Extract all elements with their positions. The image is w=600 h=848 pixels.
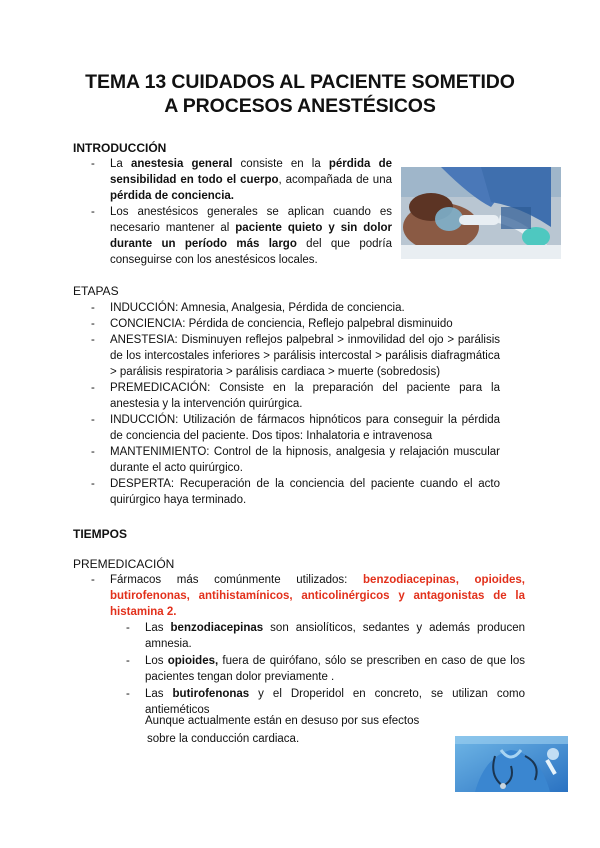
intro-list	[91, 156, 393, 268]
premedicacion-heading: PREMEDICACIÓN	[73, 557, 175, 571]
list-item: - DESPERTA: Recuperación de la conciencia del paciente cuando el acto quirúrgico haya terminado.	[91, 478, 500, 506]
title-line-1: TEMA 13 CUIDADOS AL PACIENTE SOMETIDO	[85, 71, 515, 93]
title-line-2: A PROCESOS ANESTÉSICOS	[164, 95, 436, 117]
bullet-dash: -	[91, 302, 95, 314]
bullet-dash: -	[91, 478, 95, 490]
list-item: - La anestesia general consiste en la pérdida de sensibilidad en todo el cuerpo, acompañada de una pérdida de conciencia.	[91, 158, 392, 202]
bullet-dash: -	[126, 622, 130, 634]
list-item: - Los opioides, fuera de quirófano, sólo se prescriben en caso de que los pacientes tengan dolor previamente .	[126, 655, 525, 683]
list-item: - Las butirofenonas y el Droperidol en concreto, se utilizan como antieméticos	[126, 688, 525, 716]
bullet-dash: -	[126, 688, 130, 700]
surgeon-photo	[455, 736, 568, 792]
anesthesia-mask-photo	[401, 167, 561, 259]
etapas-heading: ETAPAS	[73, 284, 119, 298]
list-item: - Fármacos más comúnmente utilizados: benzodiacepinas, opioides, butirofenonas, antihistamínicos, anticolinérgicos y antagonistas de la histamina 2.	[91, 574, 526, 618]
tiempos-heading: TIEMPOS	[73, 527, 128, 541]
list-item: - ANESTESIA: Disminuyen reflejos palpebral > inmovilidad del ojo > parálisis de los intercostales inferiores > parálisis intercostal > parálisis diafragmática > parálisis respiratoria > parálisis cardiaca > muerte (sobredosis)	[91, 334, 500, 378]
farmacos-list	[91, 572, 526, 620]
note-line-1: Aunque actualmente están en desuso por sus efectos	[145, 715, 420, 727]
list-item: - INDUCCIÓN: Utilización de fármacos hipnóticos para conseguir la pérdida de conciencia del paciente. Dos tipos: Inhalatoria e intravenosa	[91, 414, 500, 442]
intro-heading: INTRODUCCIÓN	[73, 141, 167, 155]
list-item: - CONCIENCIA: Pérdida de conciencia, Reflejo palpebral disminuido	[91, 318, 453, 330]
bullet-dash: -	[91, 318, 95, 330]
list-item: - INDUCCIÓN: Amnesia, Analgesia, Pérdida de conciencia.	[91, 302, 405, 314]
bullet-dash: -	[91, 206, 95, 218]
bullet-dash: -	[91, 382, 95, 394]
bullet-dash: -	[126, 655, 130, 667]
bullet-dash: -	[91, 334, 95, 346]
bullet-dash: -	[91, 414, 95, 426]
farmacos-sublist	[126, 620, 525, 718]
note-line-2: sobre la conducción cardiaca.	[147, 733, 300, 745]
list-item: - Las benzodiacepinas son ansiolíticos, sedantes y además producen amnesia.	[126, 622, 525, 650]
list-item: - MANTENIMIENTO: Control de la hipnosis, analgesia y relajación muscular durante el acto quirúrgico.	[91, 446, 500, 474]
bullet-dash: -	[91, 574, 95, 586]
bullet-dash: -	[91, 158, 95, 170]
farmacos-highlight: benzodiacepinas, opioides, butirofenonas, antihistamínicos, anticolinérgicos y antagonistas de la histamina 2.	[110, 574, 526, 618]
list-item: - PREMEDICACIÓN: Consiste en la preparación del paciente para la anestesia y la intervención quirúrgica.	[91, 382, 500, 410]
etapas-list	[91, 300, 500, 508]
bullet-dash: -	[91, 446, 95, 458]
page-title	[40, 70, 560, 118]
list-item: - Los anestésicos generales se aplican cuando es necesario mantener al paciente quieto y sin dolor durante un período más largo del que podría conseguirse con los anestésicos locales.	[91, 206, 393, 266]
